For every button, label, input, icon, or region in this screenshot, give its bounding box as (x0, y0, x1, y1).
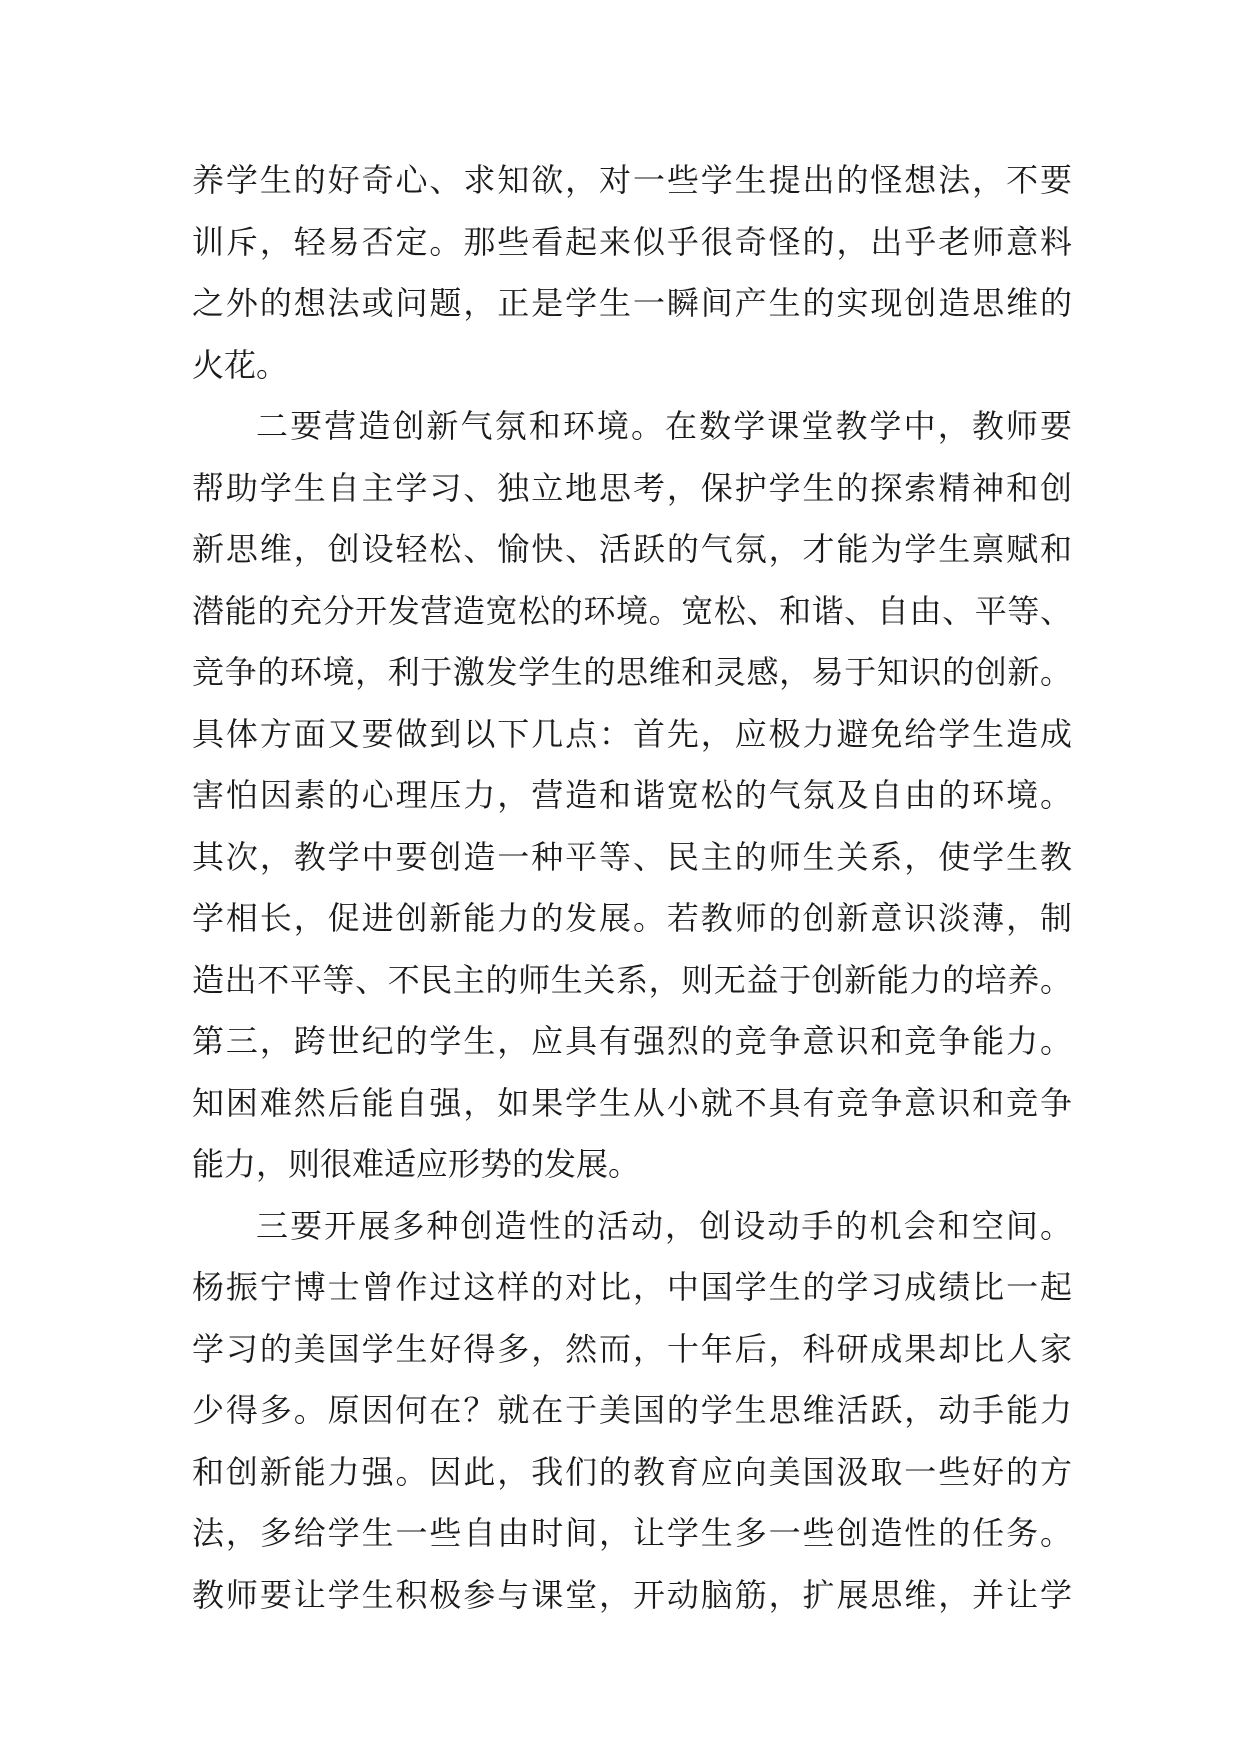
text-line: 训斥，轻易否定。那些看起来似乎很奇怪的，出乎老师意料 (192, 222, 1072, 261)
text-line: 之外的想法或问题，正是学生一瞬间产生的实现创造思维的 (192, 284, 1072, 322)
text-line: 潜能的充分开发营造宽松的环境。宽松、和谐、自由、平等、 (192, 591, 1072, 630)
text-line: 竞争的环境，利于激发学生的思维和灵感，易于知识的创新。 (192, 653, 1072, 691)
body-text (192, 150, 1072, 1626)
paragraph-start-line: 三要开展多种创造性的活动，创设动手的机会和空间。 (256, 1206, 1072, 1245)
text-line: 第三，跨世纪的学生，应具有强烈的竞争意识和竞争能力。 (192, 1022, 1072, 1060)
text-line: 造出不平等、不民主的师生关系，则无益于创新能力的培养。 (192, 960, 1072, 999)
text-line: 学相长，促进创新能力的发展。若教师的创新意识淡薄，制 (192, 899, 1072, 937)
text-line: 害怕因素的心理压力，营造和谐宽松的气氛及自由的环境。 (192, 776, 1072, 814)
text-line: 新思维，创设轻松、愉快、活跃的气氛，才能为学生禀赋和 (192, 530, 1072, 568)
text-line: 杨振宁博士曾作过这样的对比，中国学生的学习成绩比一起 (192, 1268, 1072, 1306)
text-line: 和创新能力强。因此，我们的教育应向美国汲取一些好的方 (192, 1452, 1072, 1491)
paragraph-start-line: 二要营造创新气氛和环境。在数学课堂教学中，教师要 (256, 407, 1072, 445)
text-line: 教师要让学生积极参与课堂，开动脑筋，扩展思维，并让学 (192, 1575, 1072, 1614)
text-line: 其次，教学中要创造一种平等、民主的师生关系，使学生教 (192, 837, 1072, 876)
text-line: 能力，则很难适应形势的发展。 (192, 1145, 641, 1183)
text-line: 学习的美国学生好得多，然而，十年后，科研成果却比人家 (192, 1329, 1072, 1368)
text-line: 具体方面又要做到以下几点：首先，应极力避免给学生造成 (192, 714, 1072, 753)
text-line: 法，多给学生一些自由时间，让学生多一些创造性的任务。 (192, 1514, 1072, 1552)
text-line: 养学生的好奇心、求知欲，对一些学生提出的怪想法，不要 (192, 161, 1072, 199)
text-line: 火花。 (192, 345, 289, 384)
text-line: 少得多。原因何在？就在于美国的学生思维活跃，动手能力 (192, 1391, 1072, 1429)
text-line: 知困难然后能自强，如果学生从小就不具有竞争意识和竞争 (192, 1083, 1072, 1122)
text-line: 帮助学生自主学习、独立地思考，保护学生的探索精神和创 (192, 468, 1072, 507)
